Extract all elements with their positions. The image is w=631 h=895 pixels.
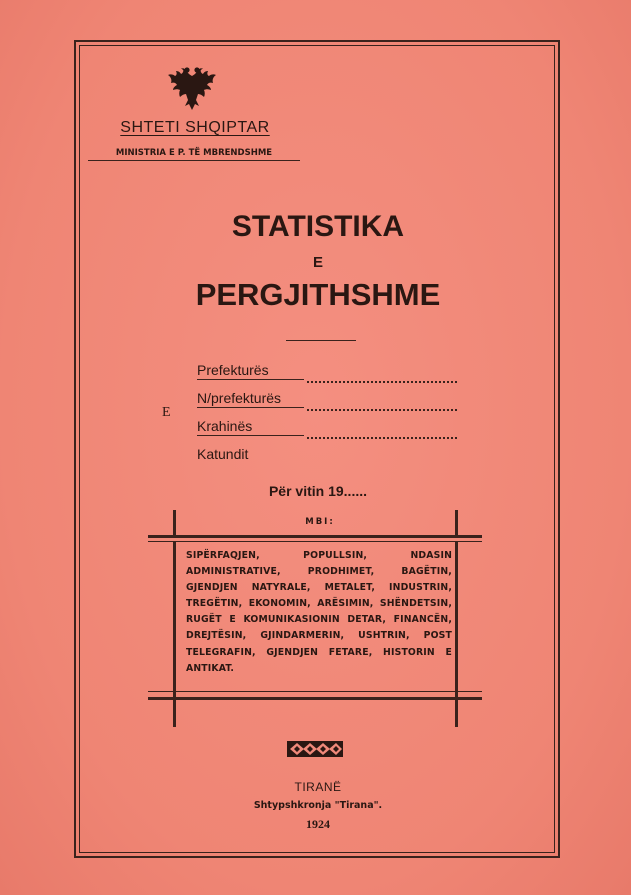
- box-bottom-rule: [148, 697, 482, 700]
- fill-in-dots: [307, 378, 457, 383]
- box-heading: MBI:: [305, 517, 335, 527]
- box-top-rule: [148, 535, 482, 538]
- admin-level-label: Krahinës: [197, 418, 304, 436]
- title-line-3: PERGJITHSHME: [195, 277, 441, 312]
- box-left-post-top: [173, 510, 176, 536]
- title-line-1: STATISTIKA: [231, 210, 405, 243]
- box-bottom-rule-thin: [148, 691, 482, 692]
- title-line-2: E: [312, 254, 323, 271]
- subjects-text: SIPËRFAQJEN, POPULLSIN, NDASIN ADMINISTRATIVE, PRODHIMET, BAGËTIN, GJENDJEN NATYRALE, METALET, INDUSTRIN, TREGËTIN, EKONOMIN, ARËSIMIN, SHËNDETSIN, RUGËT E KOMUNIKASIONIN DETAR, FINANCËN, DREJTËSIN, GJINDARMERIN, USHTRIN, POST TELEGRAFIN, GJENDJEN FETARE, HISTORIN E ANTIKAT.: [186, 550, 452, 674]
- admin-level-label: Katundit: [197, 446, 249, 462]
- box-top-rule-thin: [148, 541, 482, 542]
- double-headed-eagle-icon: [166, 62, 218, 114]
- fill-in-dots: [307, 434, 457, 439]
- state-name: SHTETI SHQIPTAR: [120, 119, 270, 136]
- imprint-year: 1924: [306, 817, 330, 831]
- interlace-ornament-icon: [286, 740, 344, 758]
- imprint-city: TIRANË: [294, 780, 342, 794]
- imprint-printer: Shtypshkronja "Tirana".: [253, 800, 383, 811]
- ministry-name: MINISTRIA E P. TË MBRENDSHME: [88, 148, 300, 161]
- admin-level-row: [197, 446, 467, 468]
- admin-level-row: [197, 362, 467, 384]
- fill-in-dots: [307, 406, 457, 411]
- admin-level-label: Prefekturës: [197, 362, 304, 380]
- admin-level-label: N/prefekturës: [197, 390, 304, 408]
- admin-level-row: [197, 390, 467, 412]
- admin-conjunction: E: [162, 405, 171, 420]
- year-line: Për vitin 19......: [268, 483, 368, 499]
- box-right-post-top: [455, 510, 458, 536]
- admin-level-row: [197, 418, 467, 440]
- title-divider: [286, 340, 356, 341]
